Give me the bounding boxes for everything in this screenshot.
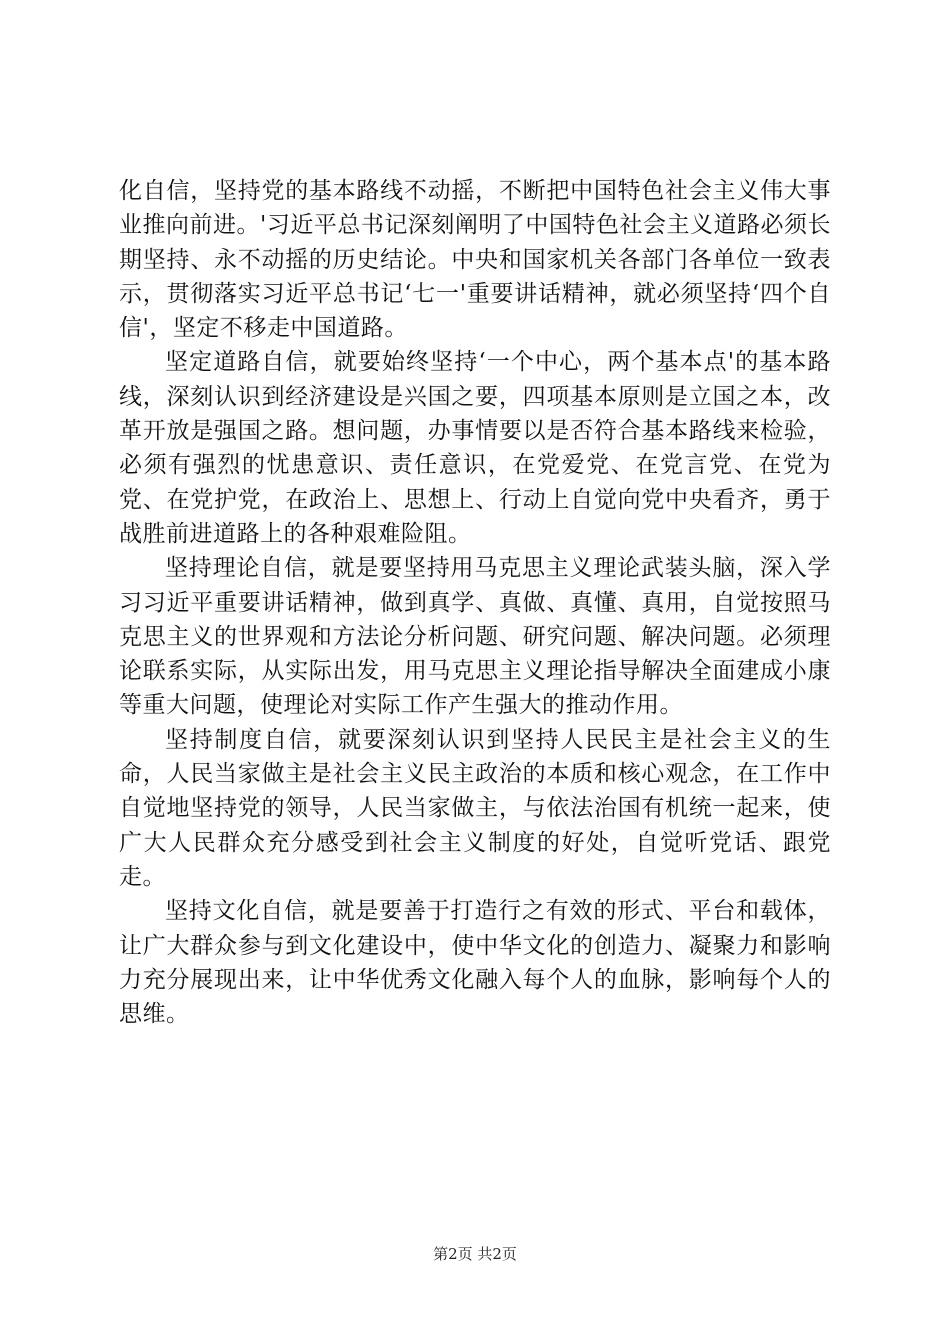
paragraph-road-confidence: 坚定道路自信，就要始终坚持‘一个中心，两个基本点'的基本路线，深刻认识到经济建设是兴国之要，四项基本原则是立国之本，改革开放是强国之路。想问题，办事情要以是否符合基本路线来检验，必须有强烈的忧患意识、责任意识，在党爱党、在党言党、在党为党、在党护党，在政治上、思想上、行动上自觉向党中央看齐，勇于战胜前进道路上的各种艰难险阻。 xyxy=(119,349,831,547)
paragraph-theory-confidence: 坚持理论自信，就是要坚持用马克思主义理论武装头脑，深入学习习近平重要讲话精神，做到真学、真做、真懂、真用，自觉按照马克思主义的世界观和方法论分析问题、研究问题、解决问题。必须理论联系实际，从实际出发，用马克思主义理论指导解决全面建成小康等重大问题，使理论对实际工作产生强大的推动作用。 xyxy=(119,555,831,719)
page-footer xyxy=(0,1243,950,1264)
paragraph-system-confidence: 坚持制度自信，就要深刻认识到坚持人民民主是社会主义的生命，人民当家做主是社会主义民主政治的本质和核心观念，在工作中自觉地坚持党的领导，人民当家做主，与依法治国有机统一起来，使广大人民群众充分感受到社会主义制度的好处，自觉听党话、跟党走。 xyxy=(119,726,831,890)
paragraph-continued: 化自信，坚持党的基本路线不动摇，不断把中国特色社会主义伟大事业推向前进。'习近平总书记深刻阐明了中国特色社会主义道路必须长期坚持、永不动摇的历史结论。中央和国家机关各部门各单位一致表示，贯彻落实习近平总书记‘七一'重要讲话精神，就必须坚持‘四个自信'，坚定不移走中国道路。 xyxy=(119,178,831,342)
paragraph-culture-confidence: 坚持文化自信，就是要善于打造行之有效的形式、平台和载体，让广大群众参与到文化建设中，使中华文化的创造力、凝聚力和影响力充分展现出来，让中华优秀文化融入每个人的血脉，影响每个人的思维。 xyxy=(119,898,831,1028)
page-number: 第2页 共2页 xyxy=(433,1245,517,1263)
document-body xyxy=(119,174,831,1031)
